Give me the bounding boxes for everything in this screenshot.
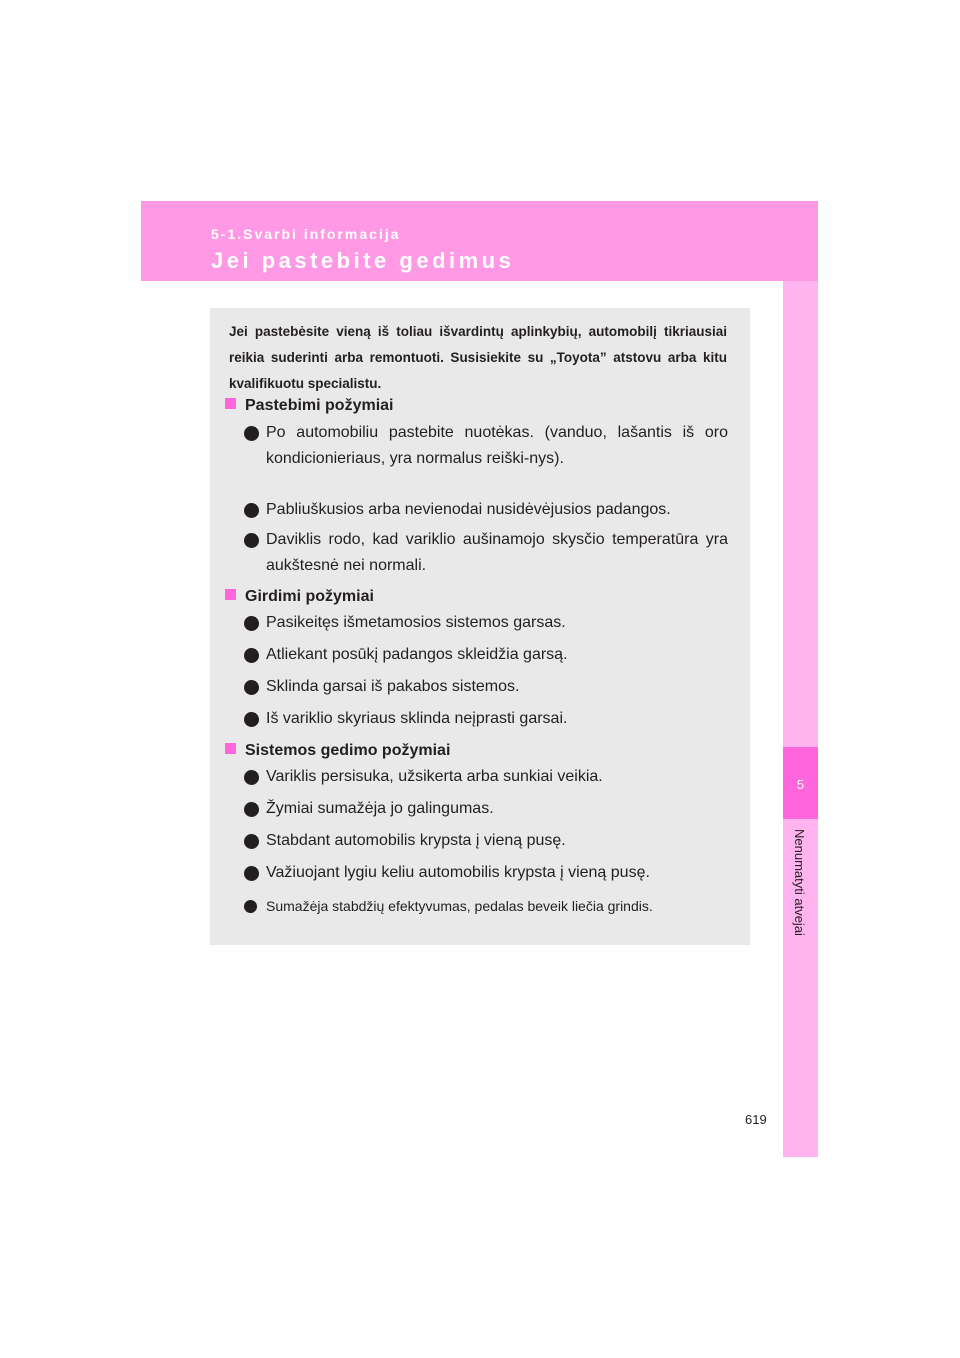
bullet-dot-icon	[244, 680, 259, 695]
content-box	[210, 308, 750, 945]
list-item	[244, 674, 728, 700]
chapter-name	[783, 829, 818, 959]
chapter-name-text: Nenumatyti atvejai	[792, 829, 807, 936]
list-item	[244, 893, 728, 919]
bullet-dot-icon	[244, 834, 259, 849]
bullet-dot-icon	[244, 533, 259, 548]
bullet-dot-icon	[244, 802, 259, 817]
list-item-text: Stabdant automobilis krypsta į vieną pusę.	[266, 832, 566, 849]
header-band	[141, 201, 818, 281]
list-item-text: Žymiai sumažėja jo galingumas.	[266, 800, 494, 817]
group-title-audible-signs	[225, 586, 374, 608]
list-item	[244, 642, 728, 668]
list-item	[244, 527, 728, 579]
chapter-number: 5	[796, 777, 805, 792]
group-title-system-failure-signs	[225, 740, 450, 762]
list-item-text: Daviklis rodo, kad variklio aušinamojo skysčio temperatūra yra aukštesnė nei normali.	[266, 531, 728, 574]
list-item	[244, 860, 728, 886]
group-title-text: Girdimi požymiai	[245, 588, 374, 605]
list-item-text: Važiuojant lygiu keliu automobilis krypsta į vieną pusę.	[266, 864, 650, 881]
bullet-dot-icon	[244, 900, 257, 913]
group-title-text: Sistemos gedimo požymiai	[245, 742, 451, 759]
pink-square-icon	[225, 398, 236, 409]
list-item	[244, 610, 728, 636]
group-title-visible-signs	[225, 395, 394, 417]
pink-square-icon	[225, 589, 236, 600]
bullet-dot-icon	[244, 616, 259, 631]
list-item	[244, 420, 728, 472]
section-label: 5-1.Svarbi informacija	[211, 226, 401, 242]
list-item-text: Po automobiliu pastebite nuotėkas. (vanduo, lašantis iš oro kondicionieriaus, yra normalus reiški-nys).	[266, 424, 728, 467]
bullet-dot-icon	[244, 503, 259, 518]
list-item-text: Pabliuškusios arba nevienodai nusidėvėjusios padangos.	[266, 501, 671, 518]
bullet-dot-icon	[244, 712, 259, 727]
chapter-number-box	[783, 747, 818, 819]
bullet-dot-icon	[244, 426, 259, 441]
list-item	[244, 497, 728, 523]
list-item-text: Iš variklio skyriaus sklinda neįprasti garsai.	[266, 710, 568, 727]
intro-paragraph: Jei pastebėsite vieną iš toliau išvardintų aplinkybių, automobilį tikriausiai reikia suderinti arba remontuoti. Susisiekite su „Toyota” atstovu arba kitu kvalifikuotu specialistu.	[229, 324, 727, 391]
page-title: Jei pastebite gedimus	[211, 248, 515, 273]
list-item-text: Pasikeitęs išmetamosios sistemos garsas.	[266, 614, 566, 631]
list-item-text: Sklinda garsai iš pakabos sistemos.	[266, 678, 520, 695]
list-item-text: Variklis persisuka, užsikerta arba sunkiai veikia.	[266, 768, 603, 785]
bullet-dot-icon	[244, 866, 259, 881]
chapter-side-tab	[783, 281, 818, 1157]
page-number: 619	[745, 1112, 767, 1127]
list-item	[244, 796, 728, 822]
list-item	[244, 764, 728, 790]
pink-square-icon	[225, 743, 236, 754]
list-item-text: Atliekant posūkį padangos skleidžia garsą.	[266, 646, 568, 663]
bullet-dot-icon	[244, 648, 259, 663]
list-item-text: Sumažėja stabdžių efektyvumas, pedalas beveik liečia grindis.	[266, 898, 653, 914]
list-item	[244, 828, 728, 854]
list-item	[244, 706, 728, 732]
group-title-text: Pastebimi požymiai	[245, 397, 394, 414]
bullet-dot-icon	[244, 770, 259, 785]
